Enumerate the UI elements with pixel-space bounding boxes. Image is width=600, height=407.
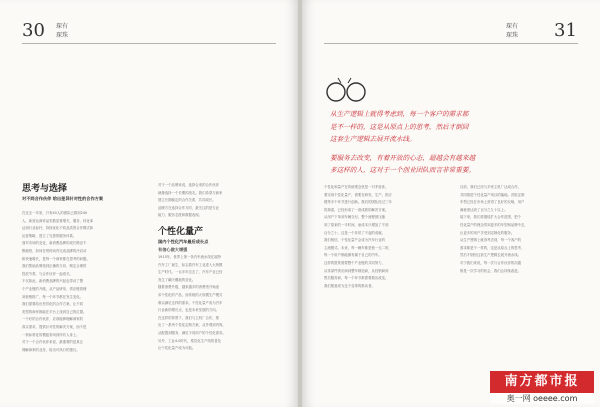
paragraph: 目前，我们已经与多家主机厂达成合作， 共同推进个性化量产项目的落地。首批定制 车型已经在市场上获得了良好的反响，用户 满意度达到了百分之九十以上。: [460, 185, 525, 212]
paragraph: 不仅如此，新消费品牌的兴起也带动了整 个产业链的升级，从产品研发、供应链管理 到营销推广，每一个环节都在发生变化。 我们需要给出差异化的合作方案，让不同 类型的商家都能在平台上找到自己的位置。: [22, 279, 87, 314]
right-page: [302, 0, 600, 407]
paragraph: 从生产逻辑上就得考虑到，每一个客户的 需求都是不一样的，这是从原点上的思考， 然后才倒回这套生产逻辑去展开流水线。: [460, 238, 525, 258]
paragraph: 在过去一年里，只有40人的团队已做到240 人，新营运商家品类数显著增长，服务、转化率 达到行业标杆，持续优化不同品类的合作模式和 运营策略，建立了完善的服务体系。: [22, 211, 94, 238]
left-column-2: [158, 182, 276, 353]
paragraph: 从用户下单到车辆交付，整个流程被压缩 到了原来的一半时间，而成本只增加了不到 百分之十。这是一个非常了不起的成就。: [324, 215, 389, 235]
paragraph: 在这样的背景下，我们与主机厂合作，推 出了一系列个性化定制方案，从外观到内饰， 从配置到服务，满足不同用户的个性化需求。: [158, 315, 226, 335]
paragraph: 品牌方在选择合作方时，最关注的是专业 能力、服务态度和数据表现。: [158, 205, 220, 218]
paragraph: 面对市场的变化，新消费品牌的成长路径不 断缩短，如何在短时间内完成品牌的冷启动 和快速增长，是每一个商家都在思考的问题。 我们帮助品牌找到正确的方向，制定合理的 投放节奏，与合作伙伴一起成长。: [22, 241, 90, 276]
section-mark: 琛有 琛珠: [506, 23, 519, 39]
paragraph: 这样的愿景需要整个产业链的共同努力， 从零部件供应商到整车制造商，从经销商到 售后服务商，每一个环节都需要做出改变。: [324, 260, 389, 281]
paragraph: 另外，工业4.0时代，柔性化生产线的普及 让个性化量产成为可能。: [158, 338, 222, 351]
watermark-site: 奥一网 oeeee.com: [490, 393, 594, 404]
paragraph: 接下来，我们将继续扩大合作范围，把个 性化量产的理念带到更多的车型和品牌中去， 让更多的用户享受到定制化的服务。: [460, 215, 528, 235]
page-number: 30: [22, 20, 45, 41]
paragraph: 个性化和量产在传统观念里是一对矛盾体， 要实现个性化量产，需要在研发、生产、供应 链等多个环节进行创新。我们的团队经过三年 的探索，已经形成了一套成熟的解决方案。: [324, 185, 392, 212]
section-subtitle: 对不同合作伙伴 给出差异针对性的合作方案: [22, 196, 104, 201]
paragraph: 对于一个品牌来说，选择合适的合作伙伴 就像选择一个长期的战友。我们希望与商家 建立长期稳定的合作关系，共同成长。: [158, 183, 223, 203]
header-rule: [22, 43, 276, 44]
header-rule: [324, 43, 578, 44]
section-mark: 琛有 琛珠: [56, 23, 69, 39]
paragraph: 一个好的合作伙伴，应该能够理解商家的 真实需求，提供针对性的解决方案，而不是 一套标准化的模板套用到所有人身上。: [22, 317, 87, 337]
section-heading: 思考与选择: [22, 184, 68, 194]
left-page: [0, 0, 298, 407]
right-column-2: [460, 184, 578, 275]
paragraph: 对于我们来说，每一次与合作伙伴的沟通 都是一次学习的机会，我们会持续改进。: [460, 260, 522, 273]
newspaper-watermark: [490, 371, 594, 404]
ornament-icon: [320, 72, 380, 106]
paragraph: 1913年，世界上第一条汽车流水线在福特 汽车工厂诞生，标志着汽车工业进入大规模 生产时代。一百多年过去了，汽车产业已经 发生了翻天覆地的变化。: [158, 254, 223, 282]
section-heading: 个性化量产: [158, 226, 204, 237]
section-subtitle: 国内个性化汽车最后成长点: [158, 238, 209, 244]
right-column-1: [324, 184, 442, 290]
watermark-logo: 南方都市报: [490, 371, 594, 393]
left-column-1: [22, 184, 140, 354]
paragraph: 随着消费升级，越来越多的消费者开始追 求个性化的产品，而传统的大规模生产模式 难以满足这样的需求。个性化量产成为汽车 行业新的增长点，也是未来发展的方向。: [158, 285, 223, 313]
page-number: 31: [554, 20, 577, 41]
paragraph: 我们相信，个性化量产会成为汽车行业的 主流模式。未来，每一辆车都是独一无二的， 每一个用户都能拥有属于自己的汽车。: [324, 238, 392, 258]
paragraph: 对于一个合作伙伴来说，最重要的是真正 理解商家的业务，给出可执行的建议。: [22, 340, 84, 352]
pull-quote: 从生产逻辑上就得考虑到，每一个客户的需求都 是不一样的，这是从原点上的思考，然后才倒回 这套生产逻辑去展开流水线。 要服务去改变，有着开放的心态，超越会有越来越 多这样的人，这对于一个创业团队而言非常重要。: [330, 110, 476, 174]
section-subtitle-2: 有信心做大增强: [158, 246, 188, 252]
paragraph: 我们愿意成为这个变革的推动者。: [324, 283, 375, 288]
